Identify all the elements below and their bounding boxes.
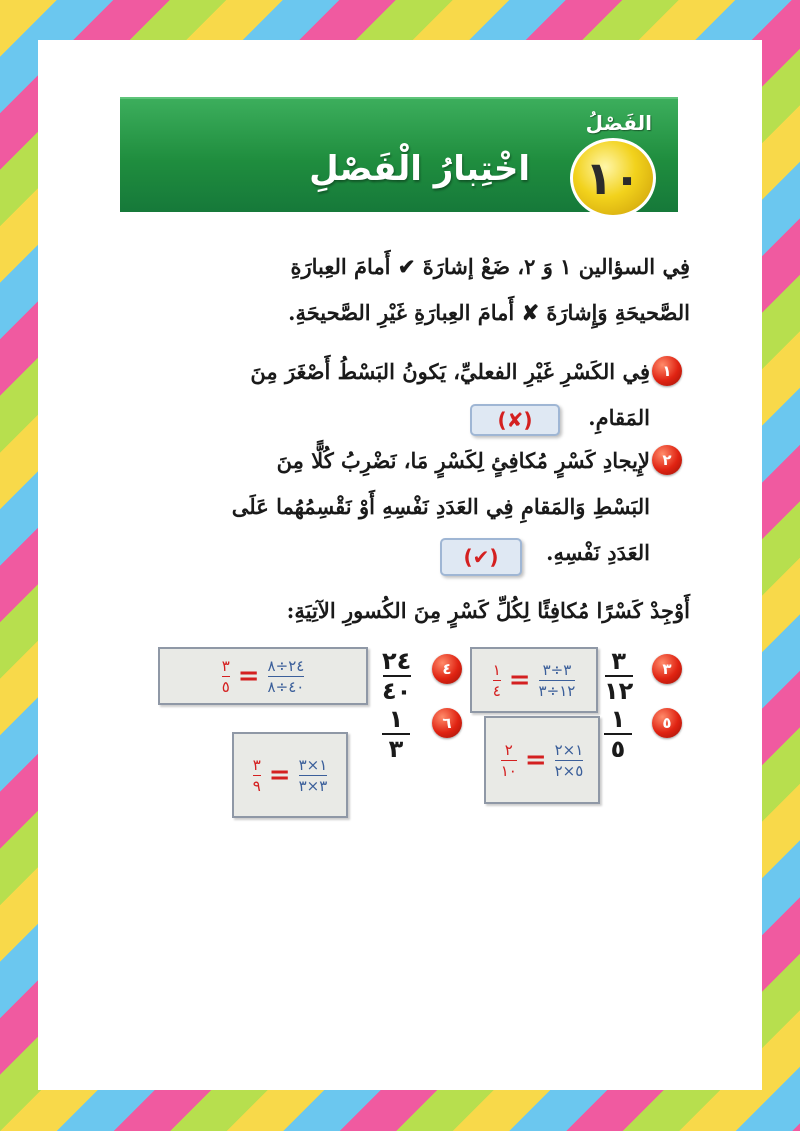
exercise-5-result: $\frac{٢}{١٠}$ <box>500 740 517 780</box>
exercise-3-bullet: ٣ <box>652 654 682 684</box>
question-2-line-1: لإِيجادِ كَسْرٍ مُكافِئٍ لِكَسْرٍ مَا، نَضْرِبُ كُلًّا مِنَ <box>276 448 650 473</box>
exercise-4-fraction: ٢٤ ٤٠ <box>382 647 412 705</box>
exercise-4-answer-box[interactable] <box>158 647 368 705</box>
exercise-5-fraction: ١ ٥ <box>604 706 632 762</box>
question-2-bullet: ٢ <box>652 445 682 475</box>
exercise-4-work: $\frac{٢٤\div ٨}{٤٠\div ٨}$ <box>267 656 305 696</box>
exercise-3-fraction: ٣ ١٢ <box>604 647 634 705</box>
exercise-5-answer-box[interactable] <box>484 716 600 804</box>
question-1-bullet: ١ <box>652 356 682 386</box>
exercise-4-result: $\frac{٣}{٥}$ <box>221 656 230 696</box>
exercise-6-fraction: ١ ٣ <box>382 706 410 762</box>
question-2 <box>130 438 650 576</box>
exercise-3-result: $\frac{١}{٤}$ <box>492 660 501 700</box>
chapter-label: الفَصْلُ <box>585 111 652 135</box>
question-1-line-1: فِي الكَسْرِ غَيْرِ الفعليِّ، يَكونُ البَسْطُ أَصْغَرَ مِنَ <box>250 359 650 384</box>
instructions <box>130 244 690 336</box>
question-2-line-2: البَسْطِ وَالمَقامِ فِي العَدَدِ نَفْسِهِ أَوْ نَقْسِمُهُما عَلَى <box>231 494 650 519</box>
exercise-6-answer-box[interactable] <box>232 732 348 818</box>
question-2-line-3: العَدَدِ نَفْسِهِ. <box>546 540 650 565</box>
question-2-answer-box[interactable] <box>440 538 522 576</box>
question-1-answer: (✘) <box>497 408 533 432</box>
instructions-line-2: الصَّحيحَةِ وَإِشارَةَ ✘ أَمامَ العِبارَةِ غَيْرِ الصَّحيحَةِ. <box>288 300 690 325</box>
page-title: اخْتِبارُ الْفَصْلِ <box>309 149 530 189</box>
exercise-6-work: $\frac{١\times ٣}{٣\times ٣}$ <box>298 755 328 795</box>
exercise-4-bullet: ٤ <box>432 654 462 684</box>
exercise-3-work: $\frac{٣\div ٣}{١٢\div ٣}$ <box>538 660 576 700</box>
question-1-answer-box[interactable] <box>470 404 560 436</box>
exercise-3-answer-box[interactable] <box>470 647 598 713</box>
chapter-number: ١٠ <box>584 151 642 205</box>
exercise-6-bullet: ٦ <box>432 708 462 738</box>
chapter-number-badge <box>570 138 656 218</box>
equals-sign: = <box>524 745 547 775</box>
exercise-6-result: $\frac{٣}{٩}$ <box>252 755 261 795</box>
equals-sign: = <box>268 760 291 790</box>
question-1 <box>150 349 650 441</box>
question-1-line-2: المَقامِ. <box>588 405 650 430</box>
equals-sign: = <box>508 665 531 695</box>
exercise-5-work: $\frac{١\times ٢}{٥\times ٢}$ <box>554 740 584 780</box>
section-2-instruction: أَوْجِدْ كَسْرًا مُكافِئًا لِكُلِّ كَسْرٍ مِنَ الكُسورِ الآتِيَةِ: <box>286 598 690 623</box>
exercise-5-bullet: ٥ <box>652 708 682 738</box>
equals-sign: = <box>237 661 260 691</box>
question-2-answer: (✔) <box>463 545 499 569</box>
instructions-line-1: فِي السؤالين ١ وَ ٢، ضَعْ إشارَةَ ✔ أَمامَ العِبارَةِ <box>290 254 690 279</box>
